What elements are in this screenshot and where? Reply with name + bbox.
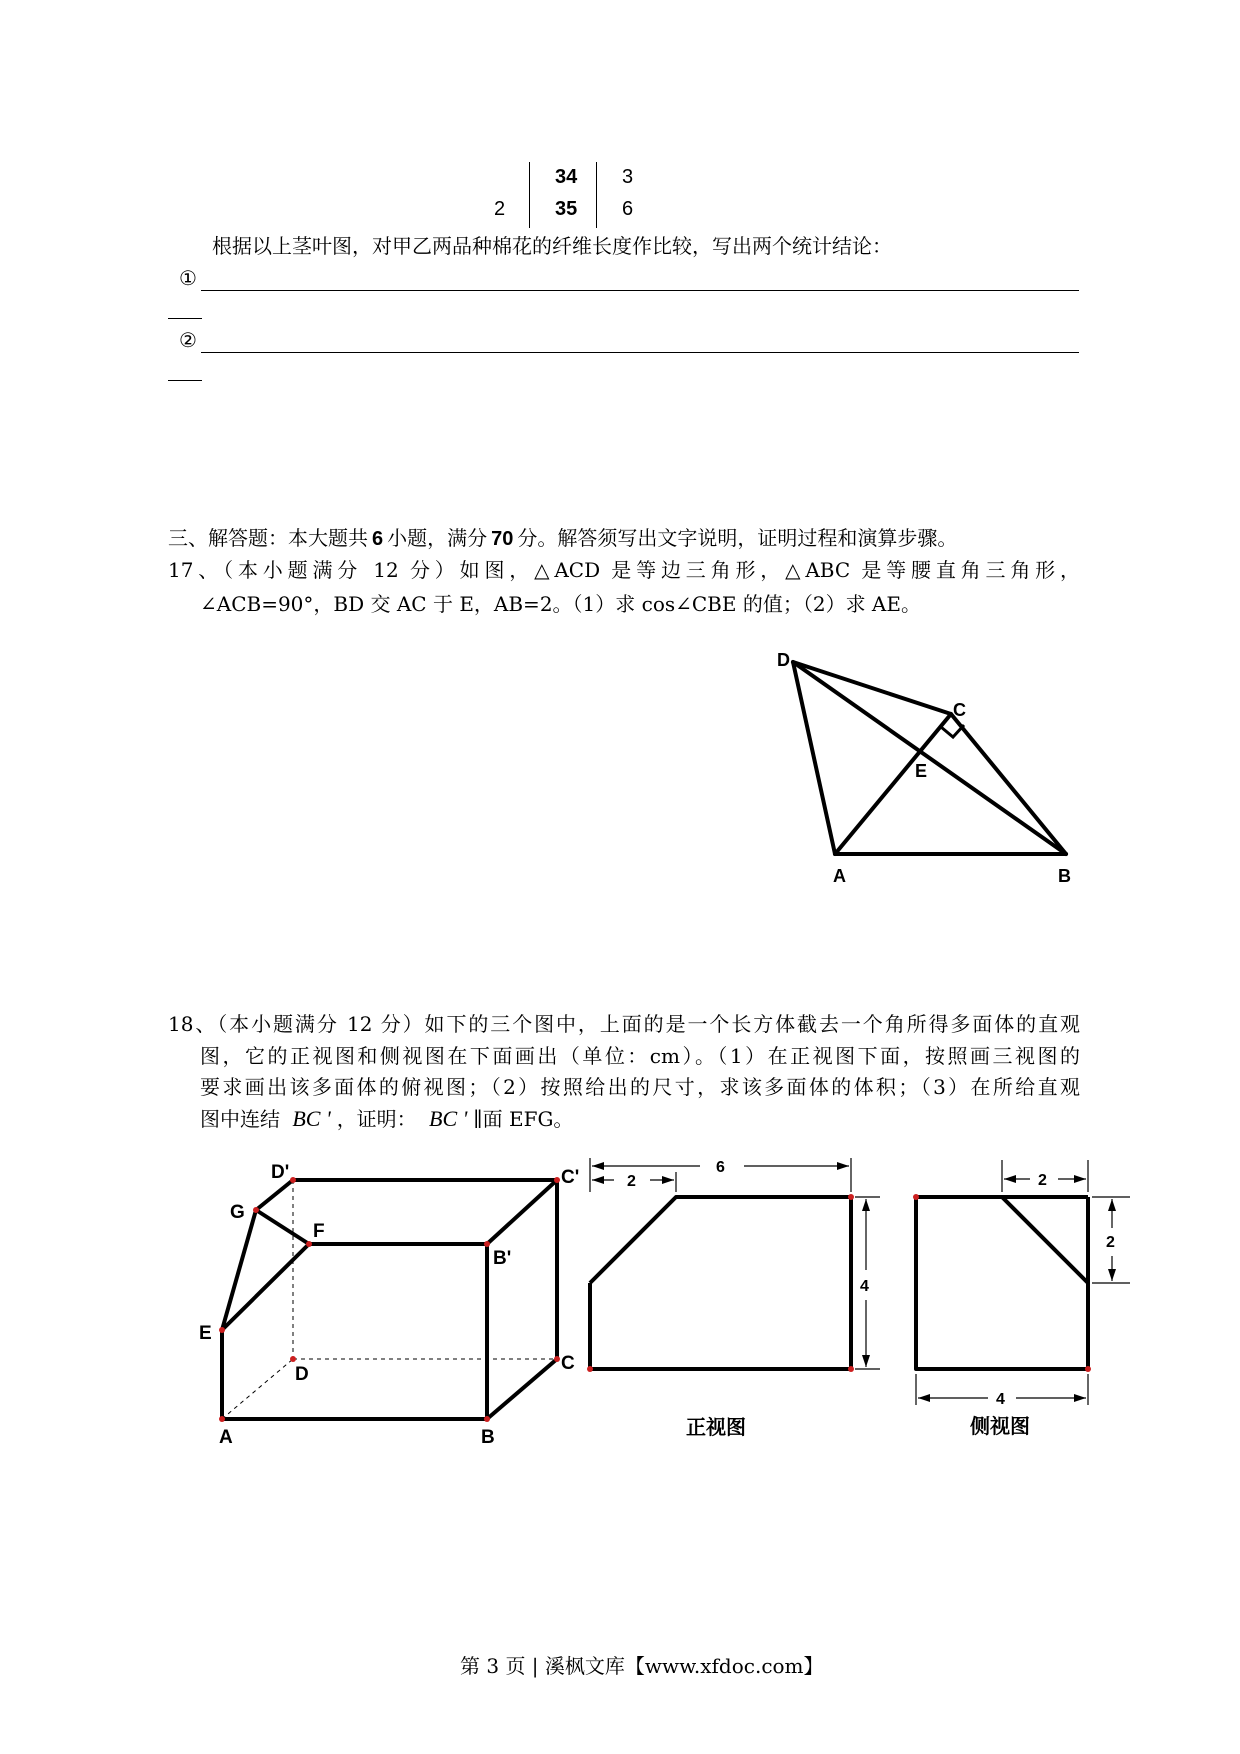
segment-DB xyxy=(793,662,1066,854)
arrowhead xyxy=(592,1162,604,1170)
right-angle-marker xyxy=(941,725,964,737)
vertex-Dp xyxy=(290,1177,296,1183)
segment-DC xyxy=(793,662,951,714)
side-view-outline xyxy=(916,1197,1088,1369)
arrowhead xyxy=(862,1355,870,1367)
edge-CB xyxy=(487,1359,557,1419)
dim-label-2-right: 2 xyxy=(1106,1234,1115,1251)
label-F: F xyxy=(313,1221,325,1242)
corner-point xyxy=(1085,1366,1091,1372)
side-view-caption: 侧视图 xyxy=(970,1416,1030,1438)
dim-label-2-top: 2 xyxy=(1038,1172,1047,1189)
edge-GDp xyxy=(256,1180,293,1210)
answer-blank-2[interactable] xyxy=(201,352,1079,353)
vertex-B xyxy=(484,1416,490,1422)
visible-edges-face xyxy=(222,1244,487,1419)
answer-blank-1-continuation[interactable] xyxy=(168,318,202,319)
edge-CpBp xyxy=(487,1180,557,1244)
stem-leaf-left-leaf: 2 xyxy=(494,198,506,220)
label-C: C xyxy=(561,1353,575,1374)
vertex-D xyxy=(290,1356,296,1362)
arrowhead xyxy=(592,1176,604,1184)
vertex-A xyxy=(219,1416,225,1422)
q18-line-2: 图，它的正视图和侧视图在下面画出（单位：cm）。（1）在正视图下面，按照画三视图的 xyxy=(200,1044,1080,1068)
label-A: A xyxy=(219,1427,233,1448)
arrowhead xyxy=(862,1199,870,1211)
vertex-Bp xyxy=(484,1241,490,1247)
dim-label-2: 2 xyxy=(627,1173,636,1190)
q18-front-view xyxy=(580,1150,880,1450)
stem-leaf-divider-left xyxy=(529,162,530,228)
q17-triangle-figure xyxy=(760,640,1090,890)
math-BC-prime: BC ' xyxy=(292,1106,331,1131)
arrowhead xyxy=(918,1394,930,1402)
label-C: C xyxy=(953,700,966,720)
answer-blank-1[interactable] xyxy=(201,290,1079,291)
section-3-count: 6 xyxy=(372,528,384,550)
q18-line-3: 要求画出该多面体的俯视图；（2）按照给出的尺寸，求该多面体的体积；（3）在所给直观 xyxy=(200,1075,1080,1099)
arrowhead xyxy=(1004,1175,1016,1183)
page-footer: 第 3 页 | 溪枫文库【www.xfdoc.com】 xyxy=(460,1654,824,1678)
q18-line-4 xyxy=(200,1105,573,1133)
stem-leaf-stem: 34 xyxy=(555,166,578,188)
q16-prompt: 根据以上茎叶图，对甲乙两品种棉花的纤维长度作比较，写出两个统计结论： xyxy=(212,234,892,258)
label-Cp: C' xyxy=(561,1167,580,1188)
label-B: B xyxy=(1058,866,1071,886)
blank-2-marker: ② xyxy=(179,328,197,352)
q18-line-4-b: ，证明： xyxy=(336,1107,417,1131)
corner-point xyxy=(587,1366,593,1372)
label-E: E xyxy=(915,761,928,781)
q17-line-1: 17、（本小题满分 12 分）如图，△ACD 是等边三角形，△ABC 是等腰直角三角形， xyxy=(168,558,1080,582)
section-3-heading-mid: 小题，满分 xyxy=(387,526,488,550)
vertex-F xyxy=(306,1241,312,1247)
label-G: G xyxy=(230,1202,245,1223)
math-BC-prime: BC ' xyxy=(429,1106,468,1131)
vertex-G xyxy=(253,1207,259,1213)
arrowhead xyxy=(662,1176,674,1184)
arrowhead xyxy=(837,1162,849,1170)
section-3-heading-post: 分。解答须写出文字说明，证明过程和演算步骤。 xyxy=(517,526,958,550)
q18-line-4-c: ∥面 EFG。 xyxy=(473,1107,574,1131)
segment-AC xyxy=(835,714,951,854)
section-3-score: 70 xyxy=(491,528,514,550)
dim-label-4: 4 xyxy=(860,1278,869,1295)
front-view-outline xyxy=(590,1197,851,1369)
label-Dp: D' xyxy=(271,1162,290,1183)
vertex-E xyxy=(219,1327,225,1333)
q17-line-2: ∠ACB=90°，BD 交 AC 于 E，AB=2。（1）求 cos∠CBE 的值；（2）求 AE。 xyxy=(200,592,921,616)
section-3-heading-pre: 三、解答题：本大题共 xyxy=(168,526,368,550)
arrowhead xyxy=(1108,1269,1116,1281)
blank-1-marker: ① xyxy=(179,266,197,290)
q18-line-1: 18、（本小题满分 12 分）如下的三个图中，上面的是一个长方体截去一个角所得多面体的直观 xyxy=(168,1012,1080,1036)
edge-GF xyxy=(256,1210,309,1244)
segment-DA xyxy=(793,662,835,854)
stem-leaf-divider-right xyxy=(596,162,597,228)
arrowhead xyxy=(1108,1199,1116,1211)
dim-label-6: 6 xyxy=(716,1159,725,1176)
q18-solid-figure xyxy=(190,1150,590,1450)
stem-leaf-right-leaf: 6 xyxy=(622,198,634,220)
corner-point xyxy=(848,1194,854,1200)
section-3-heading xyxy=(168,524,957,553)
arrowhead xyxy=(1074,1175,1086,1183)
label-Bp: B' xyxy=(493,1248,512,1269)
front-view-caption: 正视图 xyxy=(686,1417,746,1439)
q18-line-4-a: 图中连结 xyxy=(200,1107,280,1131)
label-A: A xyxy=(833,866,846,886)
hidden-edge-AD xyxy=(222,1359,293,1419)
stem-leaf-stem: 35 xyxy=(555,198,578,220)
q18-side-view xyxy=(900,1150,1140,1450)
stem-leaf-right-leaf: 3 xyxy=(622,166,634,188)
vertex-C xyxy=(554,1356,560,1362)
corner-point xyxy=(913,1194,919,1200)
answer-blank-2-continuation[interactable] xyxy=(168,380,202,381)
label-B: B xyxy=(481,1427,495,1448)
dim-label-4-bottom: 4 xyxy=(996,1391,1005,1408)
label-D: D xyxy=(295,1364,309,1385)
arrowhead xyxy=(1074,1394,1086,1402)
corner-point xyxy=(848,1366,854,1372)
label-D: D xyxy=(777,650,790,670)
vertex-Cp xyxy=(554,1177,560,1183)
label-E: E xyxy=(199,1323,212,1344)
